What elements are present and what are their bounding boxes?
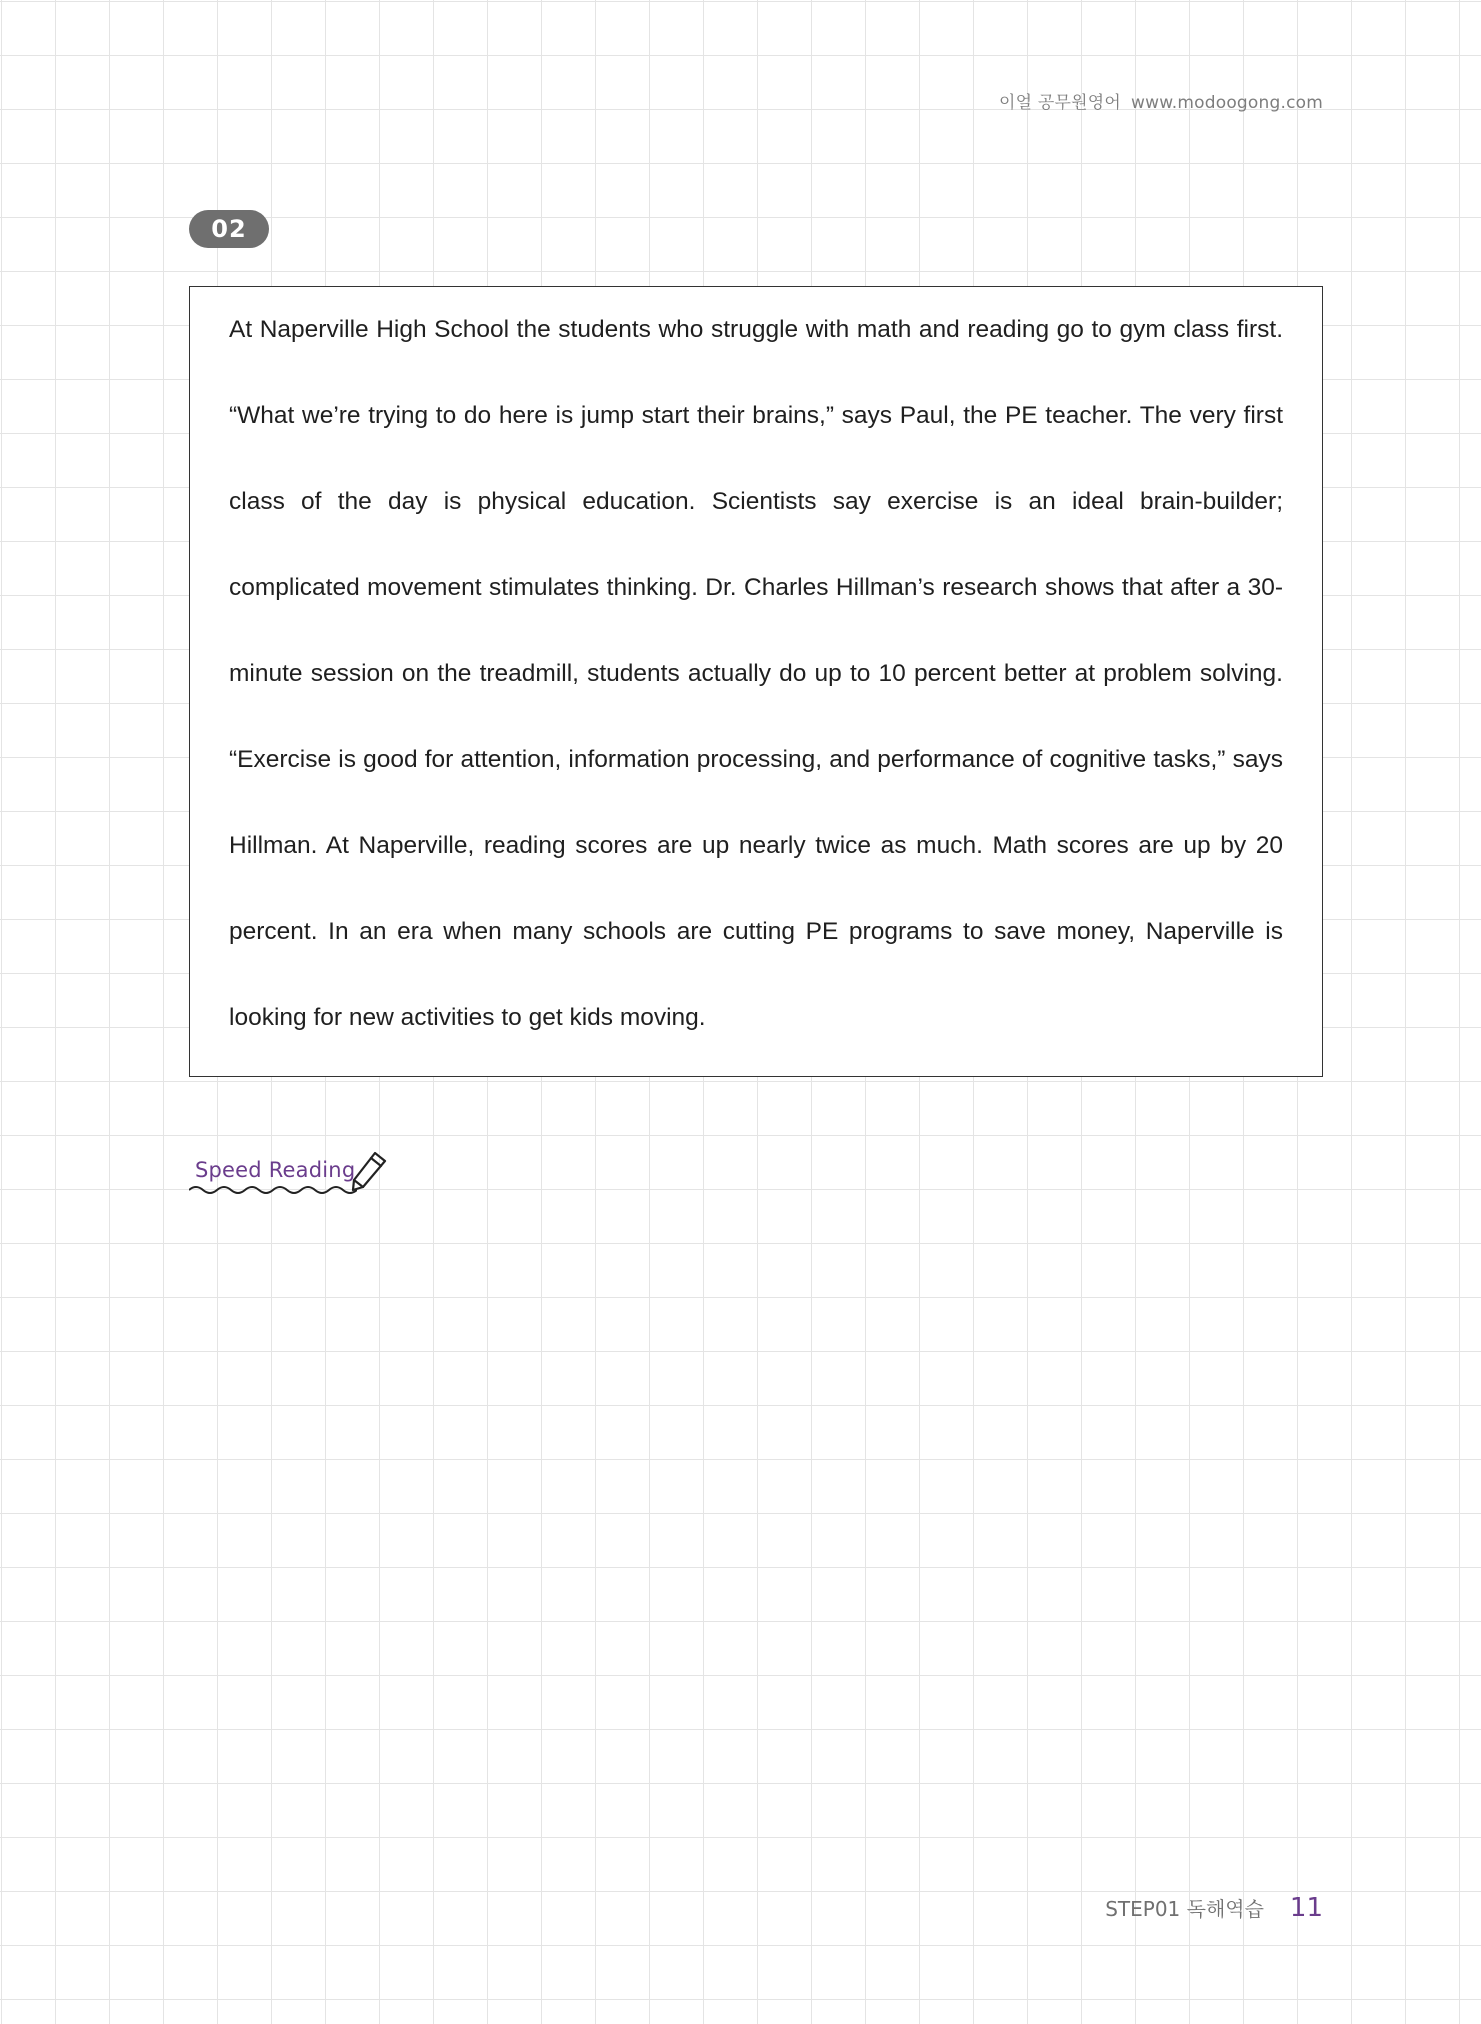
speed-reading-label: Speed Reading	[195, 1158, 356, 1182]
footer-section-label: STEP01 독해역습	[1105, 1897, 1264, 1921]
pencil-icon	[349, 1150, 389, 1194]
wavy-underline-icon	[189, 1183, 357, 1197]
page-footer	[1105, 1893, 1323, 1923]
header-website: www.modoogong.com	[1131, 93, 1323, 113]
question-number-badge: 02	[189, 210, 269, 248]
passage-box	[189, 286, 1323, 1077]
speed-reading-section	[189, 1150, 389, 1200]
page-header	[999, 88, 1323, 113]
page-number: 11	[1289, 1893, 1323, 1923]
passage-text: At Naperville High School the students who struggle with math and reading go to gym class first. “What we’re trying to do here is jump start their brains,” says Paul, the PE teacher. The very first class of the day is physical education. Scientists say exercise is an ideal brain-builder; complicated movement stimulates thinking. Dr. Charles Hillman’s research shows that after a 30-minute session on the treadmill, students actually do up to 10 percent better at problem solving. “Exercise is good for attention, information processing, and performance of cognitive tasks,” says Hillman. At Naperville, reading scores are up nearly twice as much. Math scores are up by 20 percent. In an era when many schools are cutting PE programs to save money, Naperville is looking for new activities to get kids moving.	[229, 316, 1283, 1031]
header-brand: 이얼 공무원영어	[999, 93, 1122, 113]
